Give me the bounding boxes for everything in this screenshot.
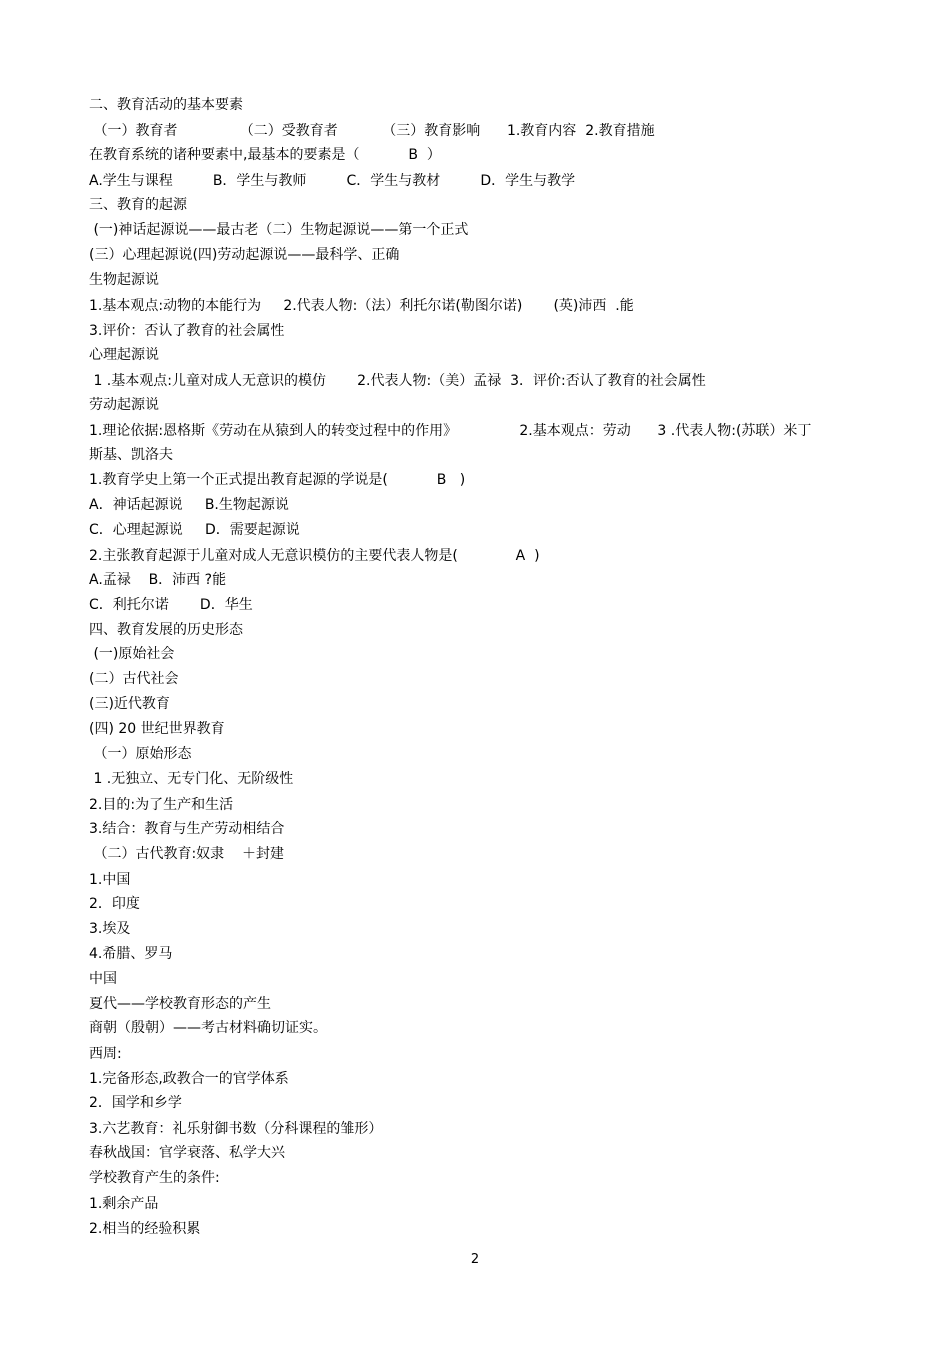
text-line: 2.主张教育起源于儿童对成人无意识模仿的主要代表人物是( A ) xyxy=(89,548,540,564)
text-line: （一）教育者 （二）受教育者 （三）教育影响 1.教育内容 2.教育措施 xyxy=(89,123,655,139)
text-line: 四、教育发展的历史形态 xyxy=(89,622,243,638)
text-line: (三）心理起源说(四)劳动起源说——最科学、正确 xyxy=(89,247,400,263)
text-line: 2.相当的经验积累 xyxy=(89,1221,201,1237)
text-line: 1.基本观点:动物的本能行为 2.代表人物:（法）利托尔诺(勒图尔诺) (英)沛西 .能 xyxy=(89,298,634,314)
text-line: 3.结合：教育与生产劳动相结合 xyxy=(89,821,285,837)
text-line: 2．国学和乡学 xyxy=(89,1095,182,1111)
text-line: 商朝（殷朝）——考古材料确切证实。 xyxy=(89,1020,327,1036)
text-line: （二）古代教育:奴隶 ＋封建 xyxy=(89,846,284,862)
text-line: 生物起源说 xyxy=(89,272,159,288)
text-line: 夏代——学校教育形态的产生 xyxy=(89,996,271,1012)
text-line: 1.完备形态,政教合一的官学体系 xyxy=(89,1071,289,1087)
text-line: 3.埃及 xyxy=(89,921,131,937)
text-line: 春秋战国：官学衰落、私学大兴 xyxy=(89,1145,285,1161)
text-line: 2.目的:为了生产和生活 xyxy=(89,797,234,813)
text-line: 2．印度 xyxy=(89,896,140,912)
text-line: 1 .基本观点:儿童对成人无意识的模仿 2.代表人物:（美）孟禄 3．评价:否认了教育的社会属性 xyxy=(89,373,706,389)
text-line: 1.教育学史上第一个正式提出教育起源的学说是( B ) xyxy=(89,472,466,488)
text-line: (四) 20 世纪世界教育 xyxy=(89,721,225,737)
text-line: 心理起源说 xyxy=(89,347,159,363)
text-line: C．心理起源说 D．需要起源说 xyxy=(89,522,300,538)
text-line: 二、教育活动的基本要素 xyxy=(89,97,243,113)
text-line: （一）原始形态 xyxy=(89,746,192,762)
text-line: 斯基、凯洛夫 xyxy=(89,447,173,463)
text-line: 1.理论依据:恩格斯《劳动在从猿到人的转变过程中的作用》 2.基本观点：劳动 3 .代表人物:(苏联）米丁 xyxy=(89,423,812,439)
text-line: 1.中国 xyxy=(89,872,131,888)
text-line: 在教育系统的诸种要素中,最基本的要素是（ B ） xyxy=(89,147,441,163)
text-line: A.孟禄 B．沛西 ?能 xyxy=(89,572,227,588)
text-line: A.学生与课程 B．学生与教师 C．学生与教材 D．学生与教学 xyxy=(89,173,576,189)
text-line: 三、教育的起源 xyxy=(89,197,187,213)
text-line: 西周: xyxy=(89,1046,122,1062)
text-line: (一)神话起源说——最古老（二）生物起源说——第一个正式 xyxy=(89,222,469,238)
text-line: C．利托尔诺 D．华生 xyxy=(89,597,253,613)
text-line: 3.六艺教育：礼乐射御书数（分科课程的雏形） xyxy=(89,1121,383,1137)
text-line: 4.希腊、罗马 xyxy=(89,946,173,962)
text-line: (二）古代社会 xyxy=(89,671,179,687)
page-number: 2 xyxy=(470,1252,480,1267)
text-line: A．神话起源说 B.生物起源说 xyxy=(89,497,289,513)
text-line: 劳动起源说 xyxy=(89,397,159,413)
text-line: (一)原始社会 xyxy=(89,646,175,662)
text-line: 1 .无独立、无专门化、无阶级性 xyxy=(89,771,294,787)
text-line: 中国 xyxy=(89,971,117,987)
text-line: 学校教育产生的条件: xyxy=(89,1170,220,1186)
text-line: 1.剩余产品 xyxy=(89,1196,159,1212)
text-line: (三)近代教育 xyxy=(89,696,170,712)
text-line: 3.评价：否认了教育的社会属性 xyxy=(89,323,285,339)
